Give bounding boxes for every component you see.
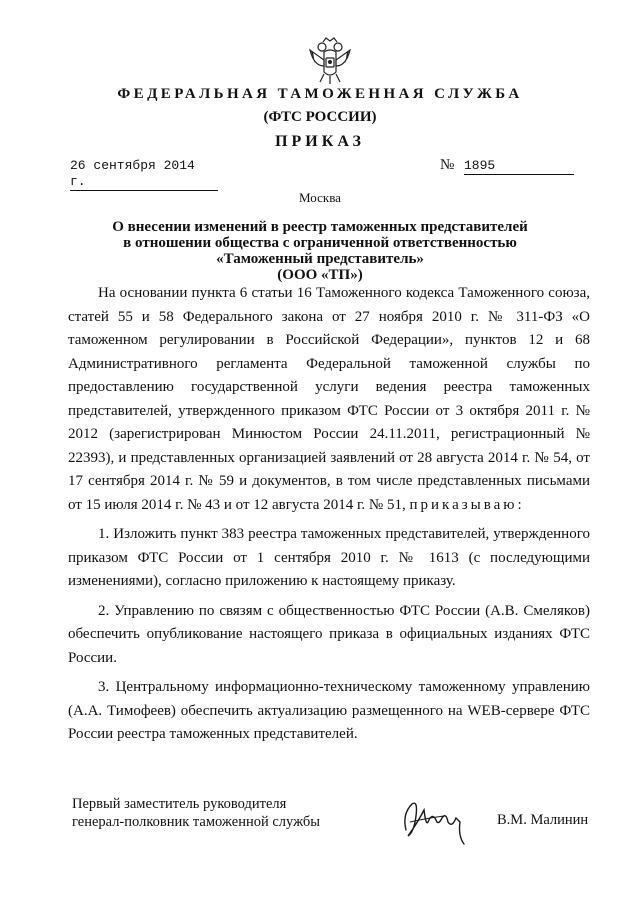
- title-line: в отношении общества с ограниченной ответственностью: [123, 235, 517, 251]
- signer-position-line: генерал-полковник таможенной службы: [72, 814, 321, 830]
- order-item-3: 3. Центральному информационно-техническому таможенному управлению (А.А. Тимофеев) обеспечить актуализацию размещенного на WEB-сервере ФТС России реестра таможенных представителей.: [68, 679, 590, 742]
- title-line: О внесении изменений в реестр таможенных представителей: [112, 219, 528, 235]
- signer-name: В.М. Малинин: [497, 812, 589, 828]
- russian-coat-of-arms-icon: [306, 36, 354, 86]
- preamble-text: На основании пункта 6 статьи 16 Таможенного кодекса Таможенного союза, статей 55 и 58 Федерального закона от 27 ноября 2010 г. № 311-ФЗ «О таможенном регулировании в Российской Федерации», пунктов 12 и 68 Административного регламента Федеральной таможенной службы по предоставлению государственной услуги ведения реестра таможенных представителей, утвержденного приказом ФТС России от 3 октября 2011 г. № 2012 (зарегистрирован Минюстом России 24.11.2011, регистрационный № 22393), и представленных организацией заявлений от 28 августа 2014 г. № 54, от 17 сентября 2014 г. № 59 и документов, в том числе представленных письмами от 15 июля 2014 г. № 43 и от 12 августа 2014 г. № 51,: [68, 285, 590, 513]
- city: Москва: [299, 190, 341, 205]
- order-number: 1895: [464, 158, 574, 175]
- order-word: приказываю:: [409, 496, 525, 513]
- title-line: (ООО «ТП»): [277, 267, 363, 283]
- preamble-paragraph: [68, 282, 590, 517]
- order-date: 26 сентября 2014 г.: [70, 158, 218, 191]
- handwritten-signature: [398, 792, 478, 852]
- title-line: «Таможенный представитель»: [216, 251, 424, 267]
- document-type: ПРИКАЗ: [275, 133, 365, 150]
- agency-short-name: (ФТС РОССИИ): [263, 109, 377, 125]
- signer-position: [72, 795, 372, 831]
- number-sign: №: [440, 157, 455, 173]
- order-body: [68, 282, 590, 747]
- order-item-1: 1. Изложить пункт 383 реестра таможенных представителей, утвержденного приказом ФТС России от 1 сентября 2010 г. № 1613 (с последующими изменениями), согласно приложению к настоящему приказу.: [68, 526, 590, 589]
- order-item-2: 2. Управлению по связям с общественностью ФТС России (А.В. Смеляков) обеспечить опубликование настоящего приказа в официальных изданиях ФТС России.: [68, 602, 590, 666]
- agency-name: ФЕДЕРАЛЬНАЯ ТАМОЖЕННАЯ СЛУЖБА: [117, 86, 523, 102]
- order-title: [100, 219, 540, 283]
- signer-position-line: Первый заместитель руководителя: [72, 796, 287, 812]
